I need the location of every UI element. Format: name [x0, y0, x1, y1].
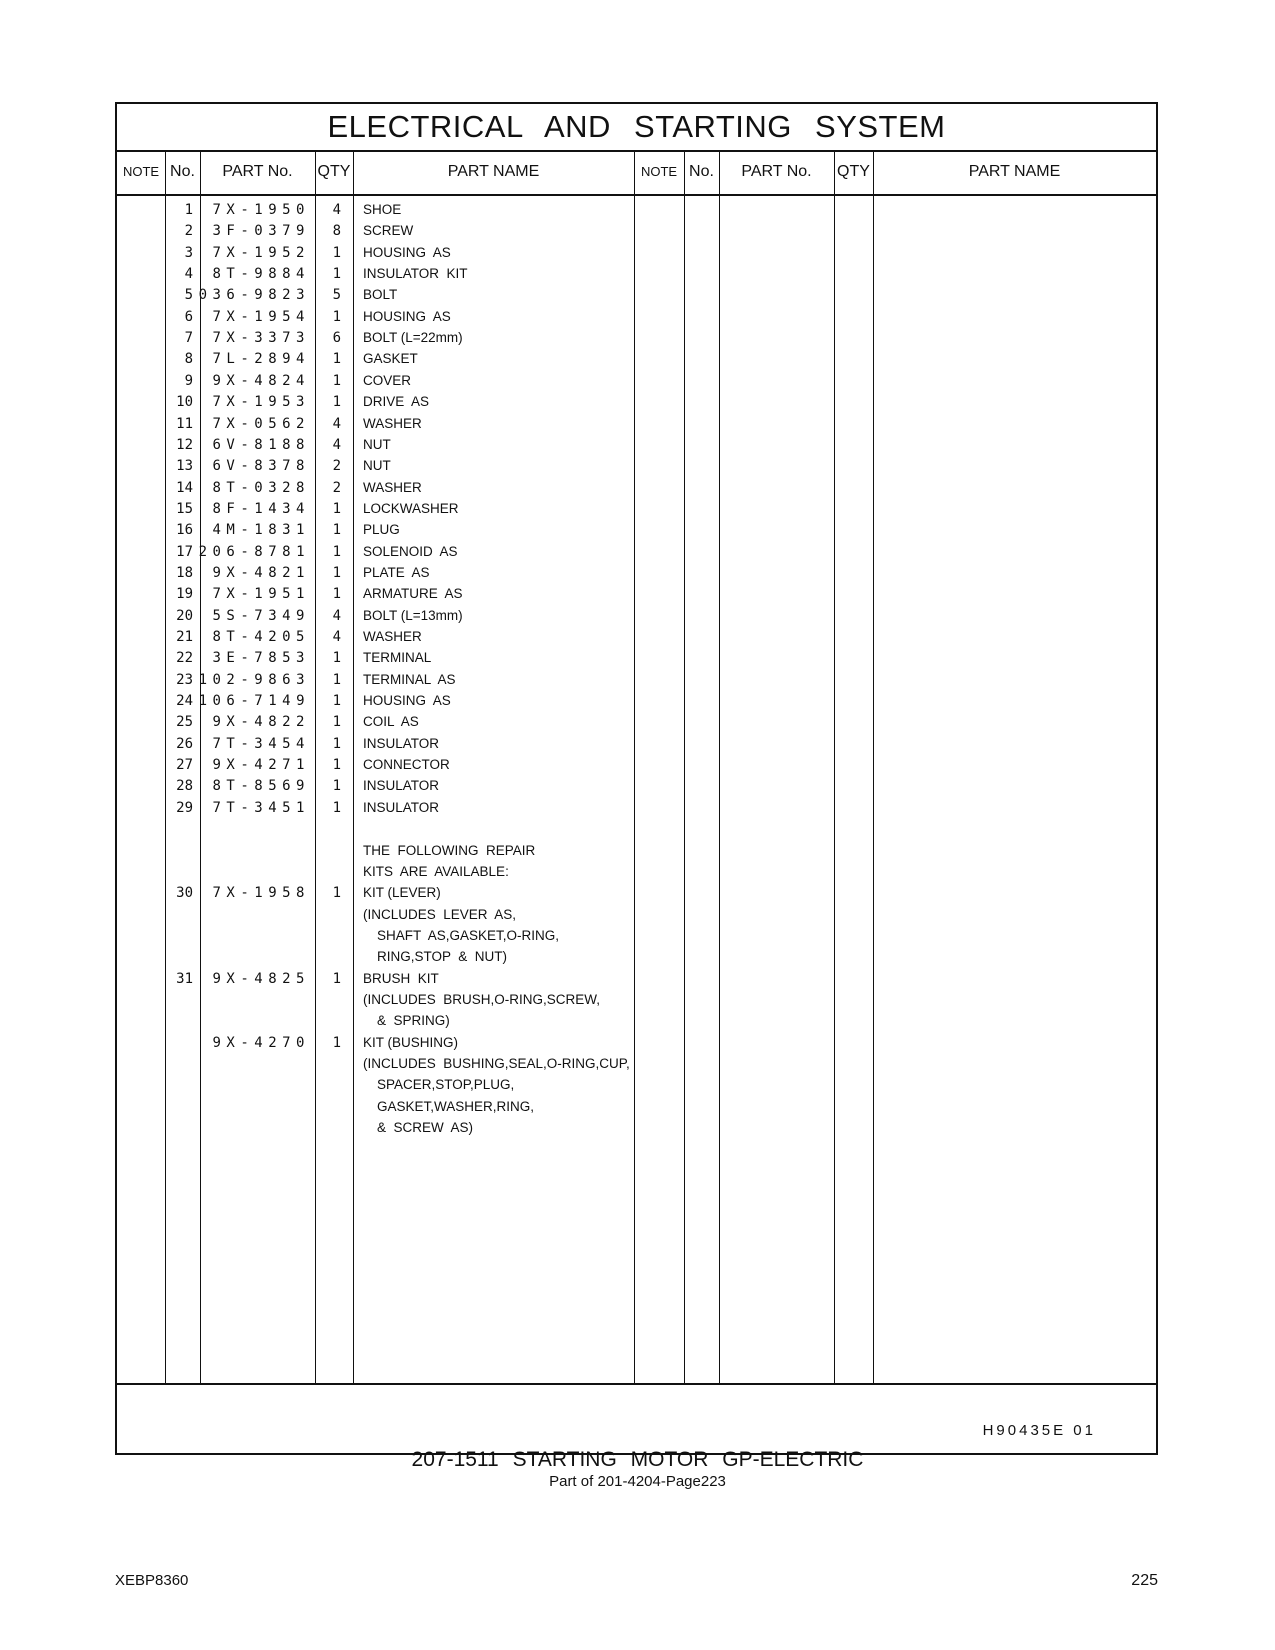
table-title: ELECTRICAL AND STARTING SYSTEM	[117, 104, 1156, 152]
item-number: 16	[176, 522, 193, 539]
header-note-right: NOTE	[640, 164, 678, 179]
part-name: (INCLUDES BUSHING,SEAL,O-RING,CUP,	[363, 1056, 630, 1071]
part-number: 8T-0328	[212, 479, 310, 496]
item-number: 2	[184, 223, 193, 240]
table-row	[117, 1099, 657, 1121]
table-row	[117, 586, 657, 608]
table-row	[117, 843, 657, 865]
quantity: 1	[332, 500, 341, 517]
quantity: 4	[332, 202, 341, 218]
table-row	[117, 1035, 657, 1057]
table-footer-divider	[117, 1383, 1156, 1385]
table-row	[117, 1077, 657, 1099]
item-number: 23	[176, 671, 193, 688]
part-number: 4M-1831	[212, 522, 310, 539]
part-number: 7T-3454	[212, 735, 310, 752]
table-row	[117, 351, 657, 373]
item-number: 25	[176, 714, 193, 731]
table-row	[117, 1013, 657, 1035]
item-number: 20	[176, 607, 193, 624]
figure-caption: 207-1511 STARTING MOTOR GP-ELECTRIC	[411, 1448, 864, 1471]
part-name: KIT (LEVER)	[363, 885, 441, 901]
part-number: 9X-4821	[212, 564, 310, 581]
part-number: 7X-0562	[212, 415, 310, 432]
part-name: & SCREW AS)	[377, 1120, 474, 1136]
table-row	[117, 373, 657, 395]
item-number: 30	[176, 885, 193, 902]
part-name: HOUSING AS	[363, 308, 451, 324]
quantity: 2	[332, 479, 341, 496]
header-qty-left: QTY	[317, 163, 351, 180]
table-row	[117, 223, 657, 245]
header-no-left: No.	[170, 163, 195, 180]
item-number: 15	[176, 500, 193, 517]
part-name: WASHER	[363, 415, 422, 431]
part-number: 7T-3451	[212, 799, 310, 816]
quantity: 8	[332, 223, 341, 240]
part-name: GASKET	[363, 351, 418, 367]
item-number: 8	[184, 351, 193, 368]
table-row	[117, 394, 657, 416]
quantity: 1	[332, 778, 341, 795]
table-row	[117, 437, 657, 459]
item-number: 13	[176, 458, 193, 475]
part-name: WASHER	[363, 479, 422, 495]
item-number: 3	[184, 244, 193, 261]
part-name: PLATE AS	[363, 564, 430, 580]
quantity: 1	[332, 266, 341, 283]
item-number: 22	[176, 650, 193, 667]
item-number: 24	[176, 693, 193, 710]
table-row	[117, 245, 657, 267]
item-number: 1	[184, 202, 193, 218]
table-row	[117, 992, 657, 1014]
part-number: 6V-8378	[212, 458, 310, 475]
part-name: SHAFT AS,GASKET,O-RING,	[377, 927, 560, 943]
part-name: SPACER,STOP,PLUG,	[377, 1077, 515, 1093]
part-name: INSULATOR KIT	[363, 266, 468, 282]
part-number: 9X-4824	[212, 372, 310, 389]
part-number: 8T-9884	[212, 266, 310, 283]
table-row	[117, 864, 657, 886]
part-number: 206-8781	[198, 543, 310, 560]
table-row	[117, 501, 657, 523]
part-number: 7X-1958	[212, 885, 310, 902]
table-row	[117, 949, 657, 971]
page-number: 225	[1131, 1572, 1158, 1589]
header-partno-left: PART No.	[222, 163, 293, 180]
quantity: 1	[332, 564, 341, 581]
document-id: XEBP8360	[115, 1572, 189, 1589]
quantity: 1	[332, 671, 341, 688]
quantity: 1	[332, 650, 341, 667]
quantity: 1	[332, 244, 341, 261]
table-row	[117, 1120, 657, 1142]
column-divider	[719, 150, 720, 1383]
part-name: INSULATOR	[363, 799, 440, 815]
header-qty-right: QTY	[837, 163, 870, 180]
quantity: 5	[332, 287, 341, 304]
table-row	[117, 565, 657, 587]
part-name: THE FOLLOWING REPAIR	[363, 842, 536, 858]
part-name: & SPRING)	[377, 1013, 450, 1029]
header-partname-right: PART NAME	[968, 163, 1061, 180]
item-number: 18	[176, 564, 193, 581]
quantity: 1	[332, 693, 341, 710]
part-number: 6V-8188	[212, 436, 310, 453]
item-number: 4	[184, 266, 193, 283]
header-partno-right: PART No.	[741, 163, 812, 180]
table-row	[117, 778, 657, 800]
table-row	[117, 885, 657, 907]
part-name: NUT	[363, 436, 391, 452]
part-number: 9X-4825	[212, 970, 310, 987]
header-partname-left: PART NAME	[447, 163, 540, 180]
item-number: 28	[176, 778, 193, 795]
table-row	[117, 672, 657, 694]
item-number: 17	[176, 543, 193, 560]
part-number: 3F-0379	[212, 223, 310, 240]
column-divider	[834, 150, 835, 1383]
part-name: RING,STOP & NUT)	[377, 949, 508, 965]
table-row	[117, 416, 657, 438]
item-number: 7	[184, 330, 193, 347]
quantity: 1	[332, 735, 341, 752]
part-name: COVER	[363, 372, 412, 388]
quantity: 1	[332, 351, 341, 368]
table-row	[117, 202, 657, 224]
part-name: SOLENOID AS	[363, 543, 458, 559]
quantity: 1	[332, 799, 341, 816]
part-name: (INCLUDES BRUSH,O-RING,SCREW,	[363, 991, 601, 1007]
part-name: NUT	[363, 458, 391, 474]
item-number: 10	[176, 394, 193, 411]
part-number: 8F-1434	[212, 500, 310, 517]
part-number: 7L-2894	[212, 351, 310, 368]
quantity: 1	[332, 543, 341, 560]
quantity: 4	[332, 415, 341, 432]
quantity: 1	[332, 757, 341, 774]
part-name: BOLT (L=13mm)	[363, 607, 463, 623]
part-number: 8T-4205	[212, 629, 310, 645]
table-row	[117, 458, 657, 480]
item-number: 5	[184, 287, 193, 304]
table-row	[117, 480, 657, 502]
item-number: 21	[176, 629, 193, 645]
table-row	[117, 522, 657, 544]
item-number: 9	[184, 372, 193, 389]
part-number: 5S-7349	[212, 607, 310, 624]
table-row	[117, 287, 657, 309]
quantity: 1	[332, 970, 341, 987]
table-row	[117, 714, 657, 736]
part-number: 8T-8569	[212, 778, 310, 795]
quantity: 1	[332, 714, 341, 731]
part-name: BOLT	[363, 287, 398, 303]
item-number: 31	[176, 970, 193, 987]
table-row	[117, 971, 657, 993]
parts-table-frame	[115, 102, 1158, 1455]
part-name: CONNECTOR	[363, 757, 450, 773]
part-number: 9X-4822	[212, 714, 310, 731]
part-name: GASKET,WASHER,RING,	[377, 1098, 535, 1114]
part-number: 106-7149	[198, 693, 310, 710]
part-number: 3E-7853	[212, 650, 310, 667]
item-number: 11	[176, 415, 193, 432]
part-number: 7X-1953	[212, 394, 310, 411]
quantity: 1	[332, 308, 341, 325]
table-row	[117, 544, 657, 566]
part-name: BOLT (L=22mm)	[363, 330, 463, 346]
part-name: WASHER	[363, 629, 422, 644]
figure-subcaption: Part of 201-4204-Page223	[549, 1473, 726, 1490]
part-number: 9X-4270	[212, 1034, 310, 1051]
part-name: KIT (BUSHING)	[363, 1034, 459, 1050]
table-row	[117, 757, 657, 779]
table-row	[117, 608, 657, 630]
column-divider	[873, 150, 874, 1383]
part-name: SCREW	[363, 223, 414, 239]
part-name: HOUSING AS	[363, 693, 451, 709]
item-number: 27	[176, 757, 193, 774]
part-name: LOCKWASHER	[363, 500, 459, 516]
part-name: SHOE	[363, 202, 402, 217]
quantity: 4	[332, 436, 341, 453]
quantity: 2	[332, 458, 341, 475]
quantity: 6	[332, 330, 341, 347]
table-row	[117, 736, 657, 758]
table-row	[117, 266, 657, 288]
drawing-code: H90435E 01	[982, 1422, 1096, 1439]
part-name: INSULATOR	[363, 735, 440, 751]
item-number: 29	[176, 799, 193, 816]
item-number: 6	[184, 308, 193, 325]
item-number: 26	[176, 735, 193, 752]
quantity: 4	[332, 629, 341, 645]
table-row	[117, 629, 657, 651]
item-number: 19	[176, 586, 193, 603]
part-name: HOUSING AS	[363, 244, 451, 260]
table-row	[117, 800, 657, 822]
quantity: 1	[332, 586, 341, 603]
part-number: 102-9863	[198, 671, 310, 688]
quantity: 4	[332, 607, 341, 624]
table-row	[117, 928, 657, 950]
part-number: 036-9823	[198, 287, 310, 304]
header-note-left: NOTE	[122, 164, 160, 179]
table-row	[117, 907, 657, 929]
part-name: PLUG	[363, 522, 400, 538]
part-number: 7X-1950	[212, 202, 310, 218]
part-name: INSULATOR	[363, 778, 440, 794]
part-name: TERMINAL	[363, 650, 432, 666]
part-name: COIL AS	[363, 714, 419, 730]
quantity: 1	[332, 1034, 341, 1051]
part-number: 7X-3373	[212, 330, 310, 347]
part-name: TERMINAL AS	[363, 671, 456, 687]
table-header-row	[117, 150, 1156, 196]
header-no-right: No.	[689, 163, 714, 180]
column-divider	[684, 150, 685, 1383]
part-name: KITS ARE AVAILABLE:	[363, 863, 509, 879]
table-row	[117, 330, 657, 352]
quantity: 1	[332, 522, 341, 539]
table-row	[117, 821, 657, 843]
part-number: 9X-4271	[212, 757, 310, 774]
quantity: 1	[332, 372, 341, 389]
quantity: 1	[332, 394, 341, 411]
part-number: 7X-1954	[212, 308, 310, 325]
quantity: 1	[332, 885, 341, 902]
part-name: BRUSH KIT	[363, 970, 439, 986]
part-number: 7X-1951	[212, 586, 310, 603]
table-row	[117, 309, 657, 331]
table-row	[117, 650, 657, 672]
part-number: 7X-1952	[212, 244, 310, 261]
part-name: ARMATURE AS	[363, 586, 463, 602]
item-number: 12	[176, 436, 193, 453]
part-name: (INCLUDES LEVER AS,	[363, 906, 517, 922]
part-name: DRIVE AS	[363, 394, 430, 410]
table-row	[117, 693, 657, 715]
item-number: 14	[176, 479, 193, 496]
table-row	[117, 1056, 657, 1078]
